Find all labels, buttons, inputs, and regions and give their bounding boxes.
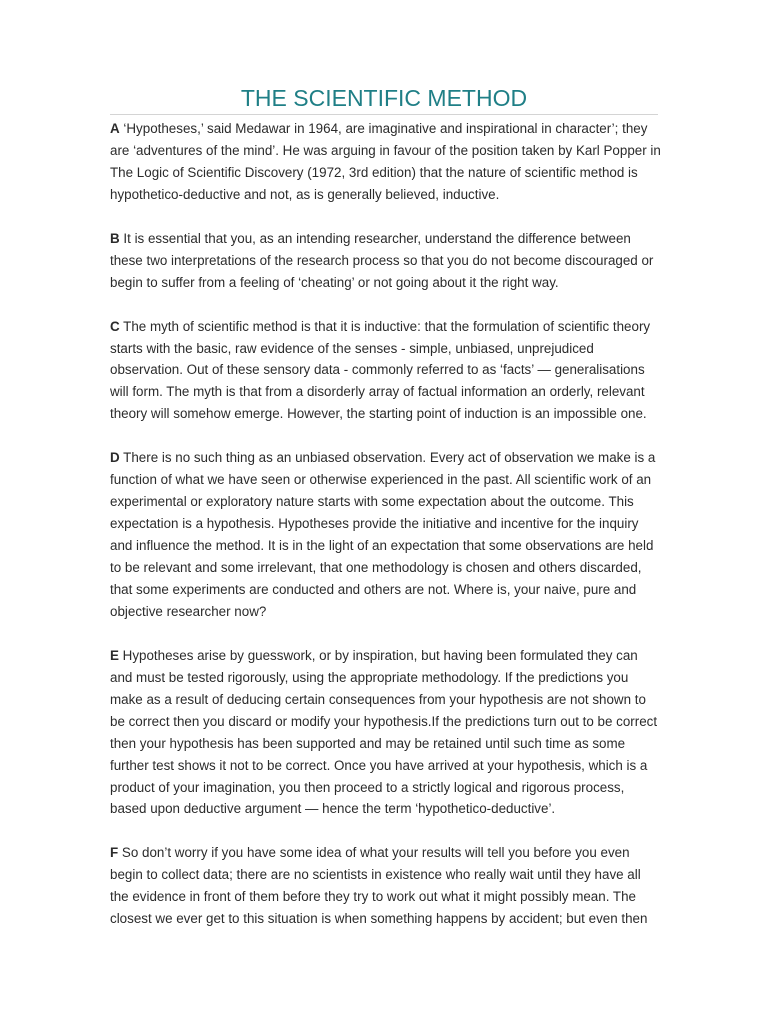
paragraph-text: There is no such thing as an unbiased observation. Every act of observation we make is a function of what we have seen or otherwise experienced in the past. All scientific work of an experimental or exploratory nature starts with some expectation about the outcome. This expectation is a hypothesis. Hypotheses provide the initiative and incentive for the inquiry and influence the method. It is in the light of an expectation that some observations are held to be relevant and some irrelevant, that one methodology is chosen and others discarded, that some experiments are conducted and others are not. Where is, your naive, pure and objective researcher now?: [110, 450, 656, 619]
paragraph-text: ‘Hypotheses,’ said Medawar in 1964, are imaginative and inspirational in character’; they are ‘adventures of the mind’. He was arguing in favour of the position taken by Karl Popper in The Logic of Scientific Discovery (1972, 3rd edition) that the nature of scientific method is hypothetico-deductive and not, as is generally believed, inductive.: [110, 121, 661, 202]
paragraph-c: [110, 316, 662, 426]
paragraph-letter: C: [110, 318, 120, 334]
paragraph-f: [110, 842, 662, 930]
paragraph-a: [110, 118, 662, 206]
paragraph-d: [110, 447, 662, 623]
paragraph-letter: D: [110, 450, 120, 466]
document-body: [110, 118, 662, 952]
title-divider: [110, 114, 658, 115]
paragraph-letter: B: [110, 230, 120, 246]
page-title: THE SCIENTIFIC METHOD: [240, 85, 528, 111]
paragraph-letter: A: [110, 121, 120, 136]
paragraph-e: [110, 645, 662, 821]
paragraph-letter: E: [110, 647, 119, 663]
paragraph-text: Hypotheses arise by guesswork, or by inspiration, but having been formulated they can and must be tested rigorously, using the appropriate methodology. If the predictions you make as a result of deducing certain consequences from your hypothesis are not shown to be correct then you discard or modify your hypothesis.If the predictions turn out to be correct then your hypothesis has been supported and may be retained until such time as some further test shows it not to be correct. Once you have arrived at your hypothesis, which is a product of your imagination, you then proceed to a strictly logical and rigorous process, based upon deductive argument — hence the term ‘hypothetico-deductive’.: [110, 647, 658, 817]
paragraph-text: So don’t worry if you have some idea of what your results will tell you before you even begin to collect data; there are no scientists in existence who really wait until they have all the evidence in front of them before they try to work out what it might possibly mean. The closest we ever get to this situation is when something happens by accident; but even then: [110, 845, 648, 927]
paragraph-text: It is essential that you, as an intending researcher, understand the difference between these two interpretations of the research process so that you do not become discouraged or begin to suffer from a feeling of ‘cheating’ or not going about it the right way.: [110, 230, 654, 290]
paragraph-letter: F: [110, 845, 119, 861]
paragraph-b: [110, 228, 662, 294]
paragraph-text: The myth of scientific method is that it is inductive: that the formulation of scientific theory starts with the basic, raw evidence of the senses - simple, unbiased, unprejudiced observation. Out of these sensory data - commonly referred to as ‘facts’ — generalisations will form. The myth is that from a disorderly array of factual information an orderly, relevant theory will somehow emerge. However, the starting point of induction is an impossible one.: [110, 318, 651, 422]
